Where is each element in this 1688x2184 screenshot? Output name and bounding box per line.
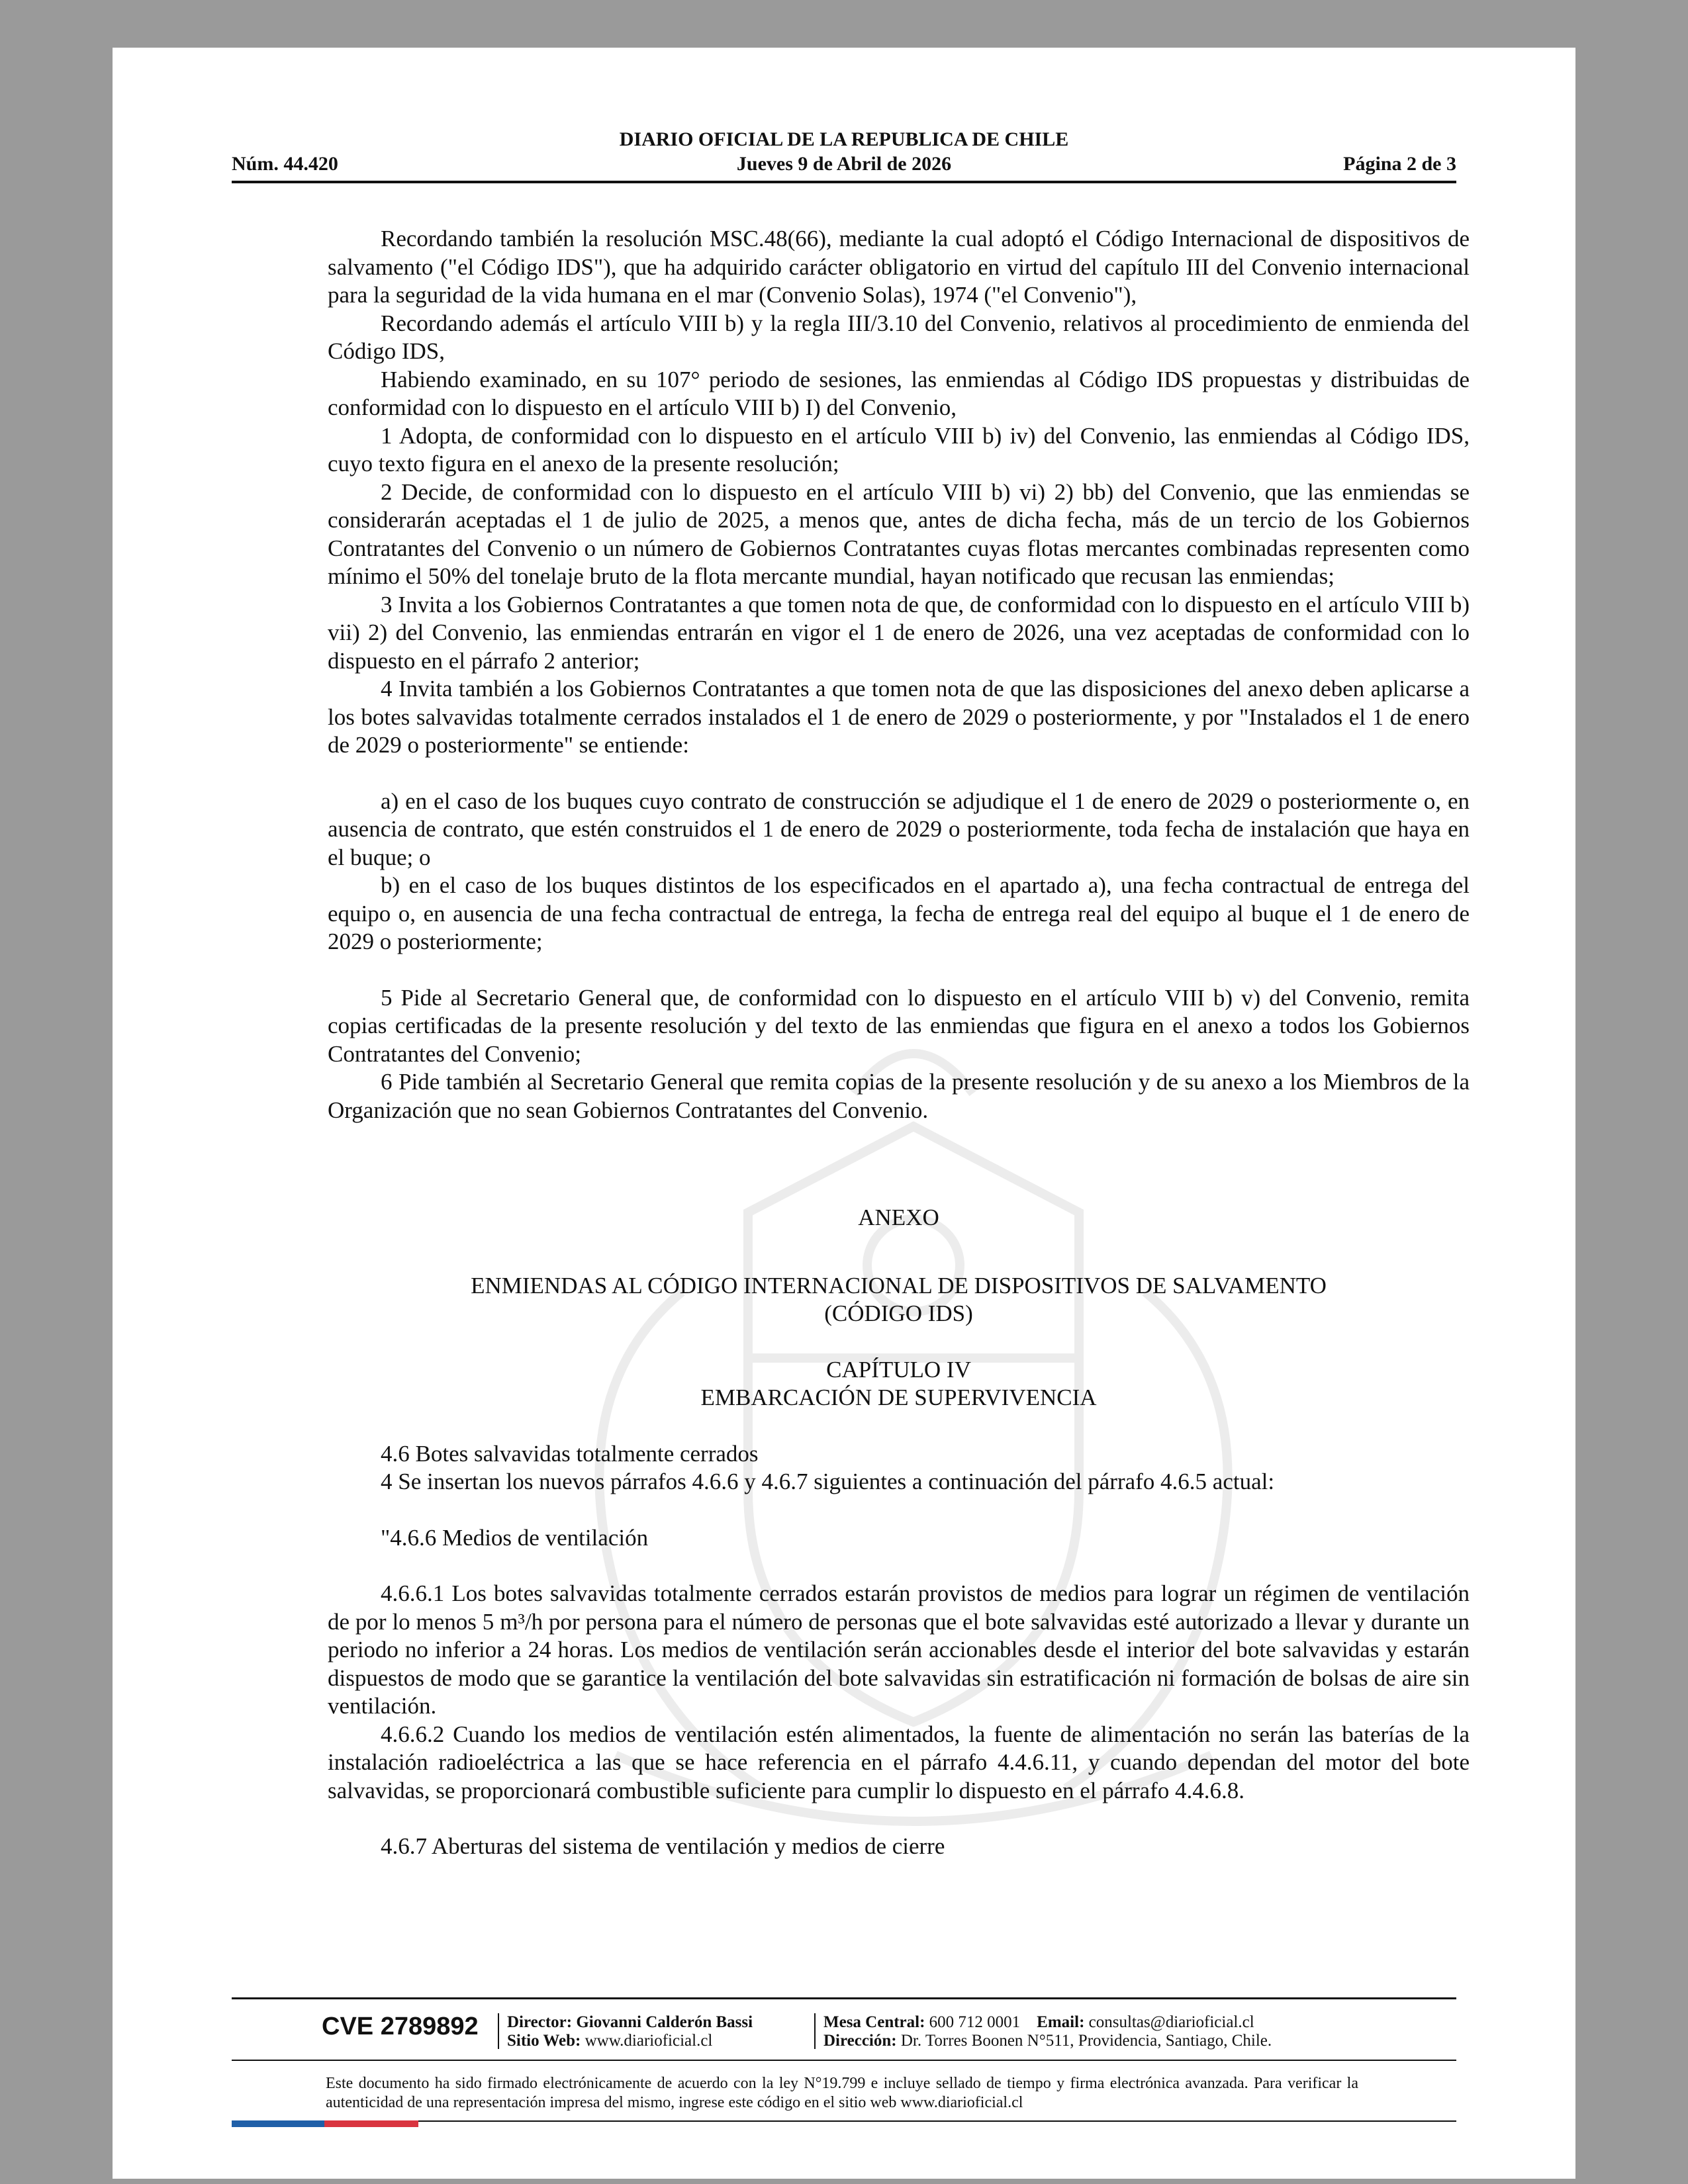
page-header [232, 86, 1456, 192]
header-rule [232, 181, 1456, 183]
paragraph: Recordando también la resolución MSC.48(66), mediante la cual adoptó el Código Internacional de dispositivos de salvamento ("el Código IDS"), que ha adquirido carácter obligatorio en virtud del capítulo III del Convenio internacional para la seguridad de la vida humana en el mar (Convenio Solas), 1974 ("el Convenio"), [328, 226, 1470, 308]
chapter-number: CAPÍTULO IV [826, 1356, 971, 1383]
paragraph: 4.6.6.2 Cuando los medios de ventilación estén alimentados, la fuente de alimentación no serán las baterías de la instalación radioeléctrica a las que se hace referencia en el párrafo 4.4.6.11, y cuando dependan del motor del bote salvavidas, se proporcionará combustible suficiente para cumplir lo dispuesto en el párrafo 4.4.6.8. [328, 1721, 1470, 1803]
legal-notice: Este documento ha sido firmado electrónicamente de acuerdo con la ley N°19.799 e incluye sellado de tiempo y firma electrónica avanzada. Para verificar la autenticidad de una representación impresa del mismo, ingrese este código en el sitio web www.diarioficial.cl [326, 2075, 1358, 2111]
paragraph: 5 Pide al Secretario General que, de conformidad con lo dispuesto en el artículo VIII b) v) del Convenio, remita copias certificadas de la presente resolución y del texto de las enmiendas que figura en el anexo a todos los Gobiernos Contratantes del Convenio; [328, 984, 1470, 1067]
chapter-title: EMBARCACIÓN DE SUPERVIVENCIA [700, 1385, 1097, 1410]
document-body [328, 225, 1470, 1861]
paragraph: 4 Se insertan los nuevos párrafos 4.6.6 y 4.6.7 siguientes a continuación del párrafo 4.6.5 actual: [381, 1469, 1275, 1494]
issue-number: Núm. 44.420 [232, 153, 338, 175]
cve-code: CVE 2789892 [322, 2013, 479, 2040]
contact-info: Mesa Central: 600 712 0001 Email: consultas@diarioficial.cl Dirección: Dr. Torres Boonen N°511, Providencia, Santiago, Chile. [823, 2013, 1272, 2050]
paragraph: 2 Decide, de conformidad con lo dispuesto en el artículo VIII b) vi) 2) bb) del Convenio, que las enmiendas se considerarán aceptadas el 1 de julio de 2025, a menos que, antes de dicha fecha, más de un tercio de los Gobiernos Contratantes del Convenio o un número de Gobiernos Contratantes cuyas flotas mercantes combinadas representen como mínimo el 50% del tonelaje bruto de la flota mercante mundial, hayan notificado que recusan las enmiendas; [328, 478, 1470, 589]
paragraph: Recordando además el artículo VIII b) y la regla III/3.10 del Convenio, relativos al procedimiento de enmienda del Código IDS, [328, 310, 1470, 364]
subsection-heading: "4.6.6 Medios de ventilación [381, 1524, 649, 1551]
annex-subtitle: ENMIENDAS AL CÓDIGO INTERNACIONAL DE DISPOSITIVOS DE SALVAMENTO [471, 1272, 1327, 1298]
page-footer [232, 1997, 1456, 2156]
director-info: Director: Giovanni Calderón Bassi Sitio Web: www.diarioficial.cl [507, 2013, 753, 2050]
subsection-heading: 4.6.7 Aberturas del sistema de ventilación y medios de cierre [381, 1833, 945, 1859]
paragraph: a) en el caso de los buques cuyo contrato de construcción se adjudique el 1 de enero de 2029 o posteriormente o, en ausencia de contrato, que estén construidos el 1 de enero de 2029 o posteriormente, toda fecha de instalación que haya en el buque; o [328, 788, 1470, 870]
flag-bar-blue [232, 2120, 324, 2127]
gazette-title: DIARIO OFICIAL DE LA REPUBLICA DE CHILE Jueves 9 de Abril de 2026 [232, 127, 1456, 176]
paragraph: b) en el caso de los buques distintos de los especificados en el apartado a), una fecha contractual de entrega del equipo o, en ausencia de una fecha contractual de entrega, la fecha de entrega real del equipo al buque el 1 de enero de 2029 o posteriormente; [328, 872, 1470, 954]
website-link[interactable]: www.diarioficial.cl [585, 2032, 713, 2050]
annex-title: ANEXO [858, 1205, 939, 1230]
issue-date: Jueves 9 de Abril de 2026 [736, 153, 952, 175]
paragraph: 4 Invita también a los Gobiernos Contratantes a que tomen nota de que las disposiciones del anexo deben aplicarse a los botes salvavidas totalmente cerrados instalados el 1 de enero de 2029 o posteriormente, y por "Instalados el 1 de enero de 2029 o posteriormente" se entiende: [328, 676, 1470, 758]
footer-divider [232, 2060, 1456, 2061]
section-heading: 4.6 Botes salvavidas totalmente cerrados [381, 1440, 759, 1467]
paragraph: 1 Adopta, de conformidad con lo dispuesto en el artículo VIII b) iv) del Convenio, las enmiendas al Código IDS, cuyo texto figura en el anexo de la presente resolución; [328, 422, 1470, 477]
page-number: Página 2 de 3 [1343, 153, 1456, 175]
document-page [113, 48, 1575, 2179]
flag-bar-red [324, 2120, 418, 2127]
footer-rule [232, 1997, 1456, 1999]
email-link[interactable]: consultas@diarioficial.cl [1088, 2013, 1254, 2031]
paragraph: 6 Pide también al Secretario General que remita copias de la presente resolución y de su anexo a los Miembros de la Organización que no sean Gobiernos Contratantes del Convenio. [328, 1069, 1470, 1123]
annex-subtitle-code: (CÓDIGO IDS) [824, 1300, 973, 1326]
paragraph: 3 Invita a los Gobiernos Contratantes a que tomen nota de que, de conformidad con lo dispuesto en el artículo VIII b) vii) 2) del Convenio, las enmiendas entrarán en vigor el 1 de enero de 2026, una vez aceptadas de conformidad con lo dispuesto en el párrafo 2 anterior; [328, 591, 1470, 674]
paragraph: 4.6.6.1 Los botes salvavidas totalmente cerrados estarán provistos de medios para lograr un régimen de ventilación de por lo menos 5 m³/h por persona para el número de personas que el bote salvavidas esté autorizado a llevar y durante un periodo no inferior a 24 horas. Los medios de ventilación serán accionables desde el interior del bote salvavidas y estarán dispuestos de modo que se garantice la ventilación del bote salvavidas sin estratificación ni formación de bolsas de aire sin ventilación. [328, 1580, 1470, 1719]
paragraph: Habiendo examinado, en su 107° periodo de sesiones, las enmiendas al Código IDS propuestas y distribuidas de conformidad con lo dispuesto en el artículo VIII b) I) del Convenio, [328, 366, 1470, 420]
